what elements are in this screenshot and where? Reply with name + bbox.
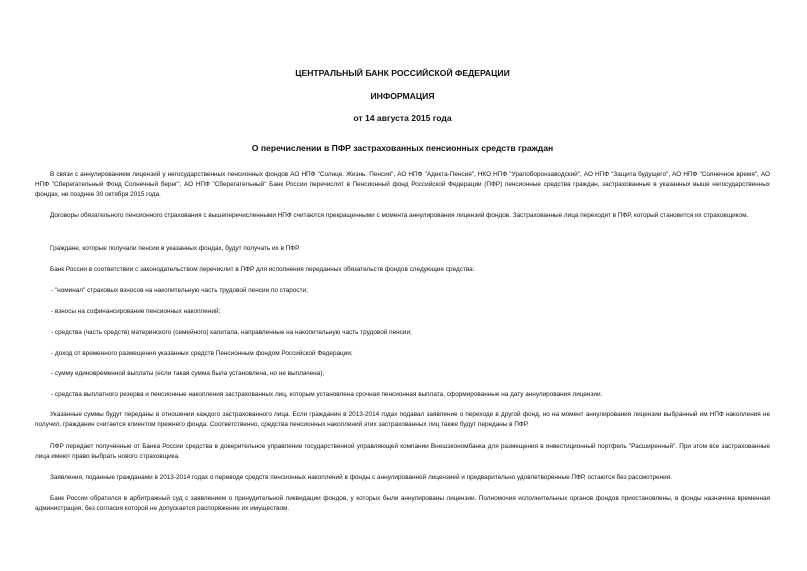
document-page <box>35 0 770 571</box>
paragraph-liquidation: Банк России обратился в арбитражный суд с заявлением о принудительной ликвидации фондов, у которых были аннулированы лицензии. Полномочия исполнительных органов фондов приостановлены, в фонды назначена временная администрация, без согласия которой не допускается распоряжение их имуществом. <box>35 495 770 513</box>
list-item: - средства выплатного резерва и пенсионные накопления застрахованных лиц, которым установлена срочная пенсионная выплата, сформированные на дату аннулирования лицензии. <box>51 391 603 398</box>
paragraph-applications-unreviewed: Заявления, поданные гражданами в 2013-2014 годах о переводе средств пенсионных накоплений в фонды с аннулированной лицензией и предварительно удовлетворенные ПФР, остаются без рассмотрения. <box>50 474 672 481</box>
list-item: - доход от временного размещения указанных средств Пенсионным фондом Российской Федерации; <box>51 350 353 357</box>
paragraph-contracts-terminated: Договоры обязательного пенсионного страхования с вышеперечисленными НПФ считаются прекращенными с момента аннулирования лицензий фондов. Застрахованные лица переходят в ПФР, который становится их страховщиком. <box>50 212 749 219</box>
paragraph-trust-management: ПФР передает полученные от Банка России средства в доверительное управление государственной управляющей компании Внешэкономбанка для размещения в инвестиционный портфель "Расширенный". При этом все застрахованные лица имеют право выбрать нового страховщика. <box>35 443 770 461</box>
document-date: от 14 августа 2015 года <box>353 113 452 123</box>
paragraph-transfer-per-person: Указанные суммы будут переданы в отношении каждого застрахованного лица. Если гражданин в 2013-2014 годах подавал заявление о переходе в другой фонд, но на момент аннулирования лицензии выбранный им НПФ накопления не получил, гражданин считается клиентом прежнего фонда. Соответственно, средства пенсионных накоплений этих застрахованных лиц также будут переданы в ПФР. <box>35 411 770 429</box>
issuer-heading: ЦЕНТРАЛЬНЫЙ БАНК РОССИЙСКОЙ ФЕДЕРАЦИИ <box>295 68 510 78</box>
document-type-heading: ИНФОРМАЦИЯ <box>370 91 435 101</box>
document-title: О перечислении в ПФР застрахованных пенсионных средств граждан <box>251 143 554 153</box>
list-item: - взносы на софинансирование пенсионных накоплений; <box>51 308 221 315</box>
paragraph-funds-transfer-intro: Банк России в соответствии с законодательством перечислит в ПФР для исполнения переданных обязательств фондов следующие средства: <box>50 266 475 273</box>
list-item: - сумму единовременной выплаты (если такая сумма была установлена, но не выплачена); <box>51 370 325 377</box>
list-item: - "номинал" страховых взносов на накопительную часть трудовой пенсии по старости; <box>51 287 308 294</box>
paragraph-pensions-continue: Граждане, которые получали пенсии в указанных фондах, будут получать их в ПФР. <box>50 245 300 252</box>
list-item: - средства (часть средств) материнского (семейного) капитала, направленные на накопительную часть трудовой пенсии; <box>51 329 412 336</box>
paragraph-license-revocation: В связи с аннулированием лицензий у негосударственных пенсионных фондов АО НПФ "Солнце. Жизнь. Пенсия", АО НПФ "Адекта-Пенсия", НКО НПФ "Уралоборонзаводский", АО НПФ "Защита будущего", АО НПФ "Солнечное время", АО НПФ "Сберегательный Фонд Солнечный берег", АО НПФ "Сберегательный" Банк России перечислит в Пенсионный фонд Российской Федерации (ПФР) пенсионные средства граждан, застрахованные в указанных выше негосударственных фондах, не позднее 30 октября 2015 года. <box>35 171 770 199</box>
